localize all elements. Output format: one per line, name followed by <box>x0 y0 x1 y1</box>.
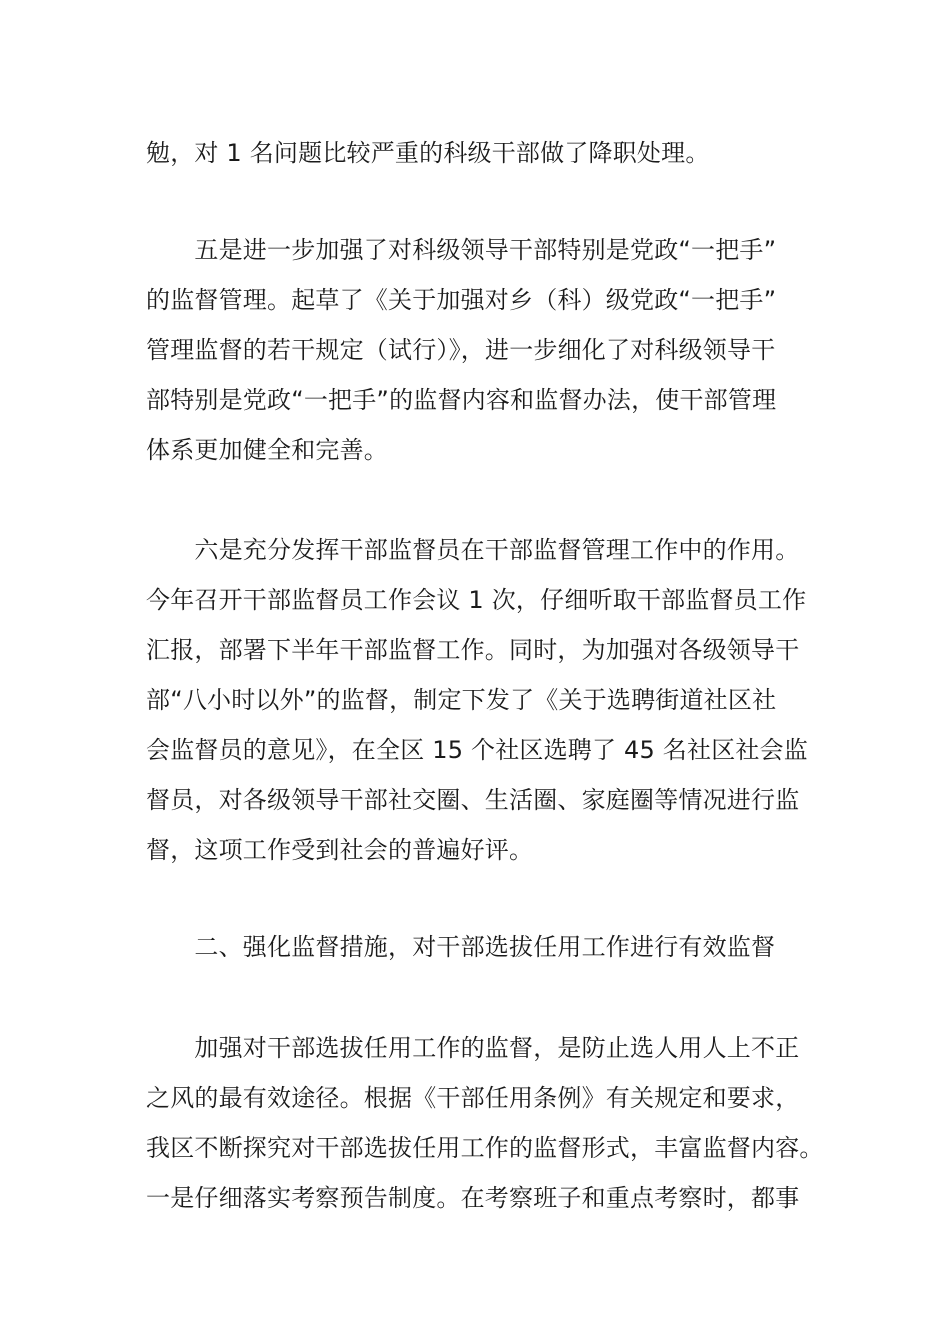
paragraph-line: 部特别是党政“一把手”的监督内容和监督办法，使干部管理 <box>146 386 777 414</box>
paragraph-demotion-result <box>146 128 826 178</box>
paragraph-line: 部“八小时以外”的监督，制定下发了《关于选聘街道社区社 <box>146 686 777 714</box>
paragraph-line: 督，这项工作受到社会的普遍好评。 <box>146 836 534 864</box>
section-heading-line: 二、强化监督措施，对干部选拔任用工作进行有效监督 <box>146 933 776 961</box>
paragraph-line: 我区不断探究对干部选拔任用工作的监督形式，丰富监督内容。 <box>146 1134 824 1162</box>
paragraph-line: 督员，对各级领导干部社交圈、生活圈、家庭圈等情况进行监 <box>146 786 800 814</box>
paragraph-line: 管理监督的若干规定（试行）》，进一步细化了对科级领导干 <box>146 336 776 364</box>
paragraph-point-six <box>146 525 826 875</box>
paragraph-point-five <box>146 225 826 475</box>
paragraph-line: 会监督员的意见》，在全区 15 个社区选聘了 45 名社区社会监 <box>146 736 808 764</box>
paragraph-selection-supervision <box>146 1023 826 1223</box>
paragraph-line: 今年召开干部监督员工作会议 1 次，仔细听取干部监督员工作 <box>146 586 807 614</box>
paragraph-line: 六是充分发挥干部监督员在干部监督管理工作中的作用。 <box>146 536 800 564</box>
paragraph-line: 一是仔细落实考察预告制度。在考察班子和重点考察时，都事 <box>146 1184 800 1212</box>
paragraph-line: 汇报，部署下半年干部监督工作。同时，为加强对各级领导干 <box>146 636 800 664</box>
paragraph-line: 的监督管理。起草了《关于加强对乡（科）级党政“一把手” <box>146 286 777 314</box>
paragraph-line: 加强对干部选拔任用工作的监督，是防止选人用人上不正 <box>146 1034 800 1062</box>
section-heading-two <box>146 922 826 972</box>
paragraph-line: 勉，对 1 名问题比较严重的科级干部做了降职处理。 <box>146 139 710 167</box>
paragraph-line: 体系更加健全和完善。 <box>146 436 388 464</box>
paragraph-line: 五是进一步加强了对科级领导干部特别是党政“一把手” <box>146 236 777 264</box>
paragraph-line: 之风的最有效途径。根据《干部任用条例》有关规定和要求， <box>146 1084 800 1112</box>
